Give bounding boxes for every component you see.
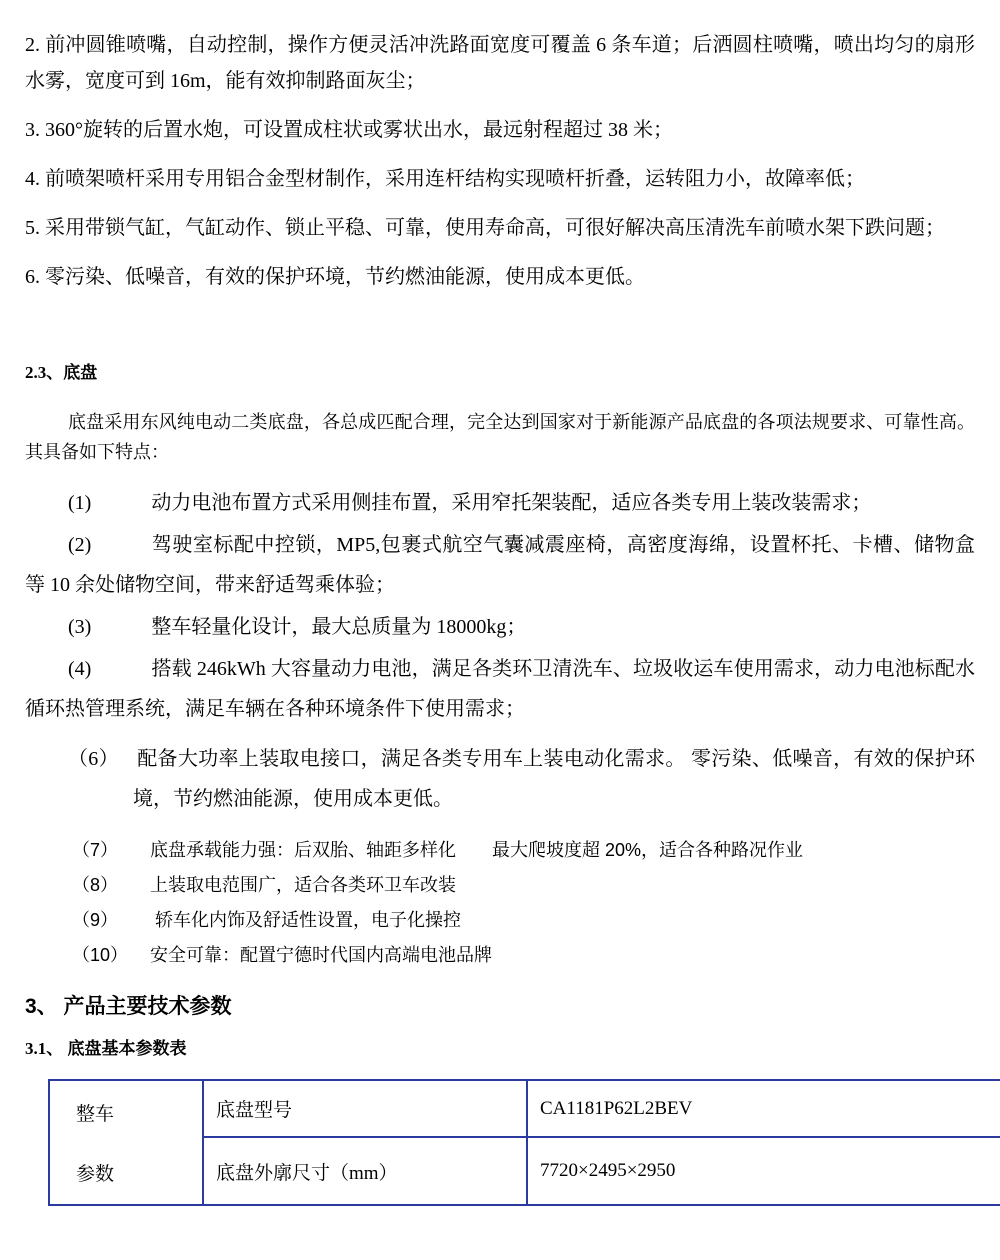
- paragraph-4: 4. 前喷架喷杆采用专用铝合金型材制作，采用连杆结构实现喷杆折叠，运转阻力小，故障率低；: [25, 168, 865, 190]
- list-item-8: [25, 868, 975, 903]
- list-item-number: (2): [68, 534, 92, 556]
- list-item-number: （7）: [72, 840, 119, 860]
- list-item-number: (1): [68, 492, 92, 514]
- row-group-label: [62, 1082, 202, 1203]
- list-item-text: 配备大功率上装取电接口，满足各类专用车上装电动化需求。 零污染、低噪音，有效的保护环境，节约燃油能源，使用成本更低。: [133, 748, 976, 810]
- list-item-4: [25, 649, 975, 729]
- list-item-text: 底盘承载能力强：后双胎、轴距多样化 最大爬坡度超 20%，适合各种路况作业: [150, 840, 804, 860]
- list-item-text: 整车轻量化设计，最大总质量为 18000kg；: [151, 616, 527, 638]
- paragraph-3: 3. 360°旋转的后置水炮，可设置成柱状或雾状出水，最远射程超过 38 米；: [25, 119, 673, 141]
- row-group-label-line2: 参数: [76, 1164, 115, 1186]
- list-item-1: [25, 483, 975, 523]
- list-item-number: (4): [68, 658, 92, 680]
- paragraph-6: 6. 零污染、低噪音，有效的保护环境，节约燃油能源，使用成本更低。: [25, 266, 645, 288]
- section-3-heading: 3、 产品主要技术参数: [25, 995, 232, 1018]
- list-item-number: （10）: [72, 945, 129, 965]
- section-3-1-heading: 3.1、 底盘基本参数表: [25, 1039, 187, 1058]
- list-item-text: 安全可靠：配置宁德时代国内高端电池品牌: [150, 945, 492, 965]
- paragraph-2: 2. 前冲圆锥喷嘴，自动控制，操作方便灵活冲洗路面宽度可覆盖 6 条车道；后洒圆柱喷嘴，喷出均匀的扇形水雾，宽度可到 16m，能有效抑制路面灰尘；: [25, 34, 975, 92]
- list-item-text: 上装取电范围广，适合各类环卫车改装: [150, 875, 456, 895]
- list-item-9: [25, 903, 975, 938]
- paragraph-5: 5. 采用带锁气缸，气缸动作、锁止平稳、可靠，使用寿命高，可很好解决高压清洗车前喷水架下跌问题；: [25, 217, 945, 239]
- list-item-6: [25, 739, 975, 819]
- list-item-2: [25, 525, 975, 605]
- list-item-10: [25, 938, 975, 973]
- list-item-text: 动力电池布置方式采用侧挂布置，采用窄托架装配，适应各类专用上装改装需求；: [151, 492, 872, 514]
- param-value-cell: 7720×2495×2950: [527, 1137, 1000, 1205]
- list-item-number: （6）: [68, 748, 119, 770]
- list-item-text: 驾驶室标配中控锁，MP5,包裹式航空气囊减震座椅，高密度海绵，设置杯托、卡槽、储物盒等 10 余处储物空间，带来舒适驾乘体验；: [25, 534, 975, 596]
- list-item-number: （9）: [72, 910, 119, 930]
- row-group-label-cell: [49, 1080, 203, 1205]
- list-item-7: [25, 833, 975, 868]
- row-group-label-line1: 整车: [76, 1103, 115, 1125]
- section-2-3-heading: 2.3、底盘: [25, 363, 98, 382]
- param-name-cell: 底盘外廓尺寸（mm）: [203, 1137, 527, 1205]
- list-item-text: 搭载 246kWh 大容量动力电池，满足各类环卫清洗车、垃圾收运车使用需求，动力电池标配水循环热管理系统，满足车辆在各种环境条件下使用需求；: [25, 658, 975, 720]
- list-item-number: （8）: [72, 875, 119, 895]
- table-row: [49, 1080, 1000, 1137]
- param-name-cell: 底盘型号: [203, 1080, 527, 1137]
- section-2-3-intro: 底盘采用东风纯电动二类底盘，各总成匹配合理，完全达到国家对于新能源产品底盘的各项法规要求、可靠性高。其具备如下特点：: [25, 412, 975, 462]
- chassis-parameters-table: [48, 1079, 1000, 1206]
- list-item-number: (3): [68, 616, 92, 638]
- list-item-text: 轿车化内饰及舒适性设置，电子化操控: [150, 910, 461, 930]
- list-item-3: [25, 607, 975, 647]
- param-value-cell: CA1181P62L2BEV: [527, 1080, 1000, 1137]
